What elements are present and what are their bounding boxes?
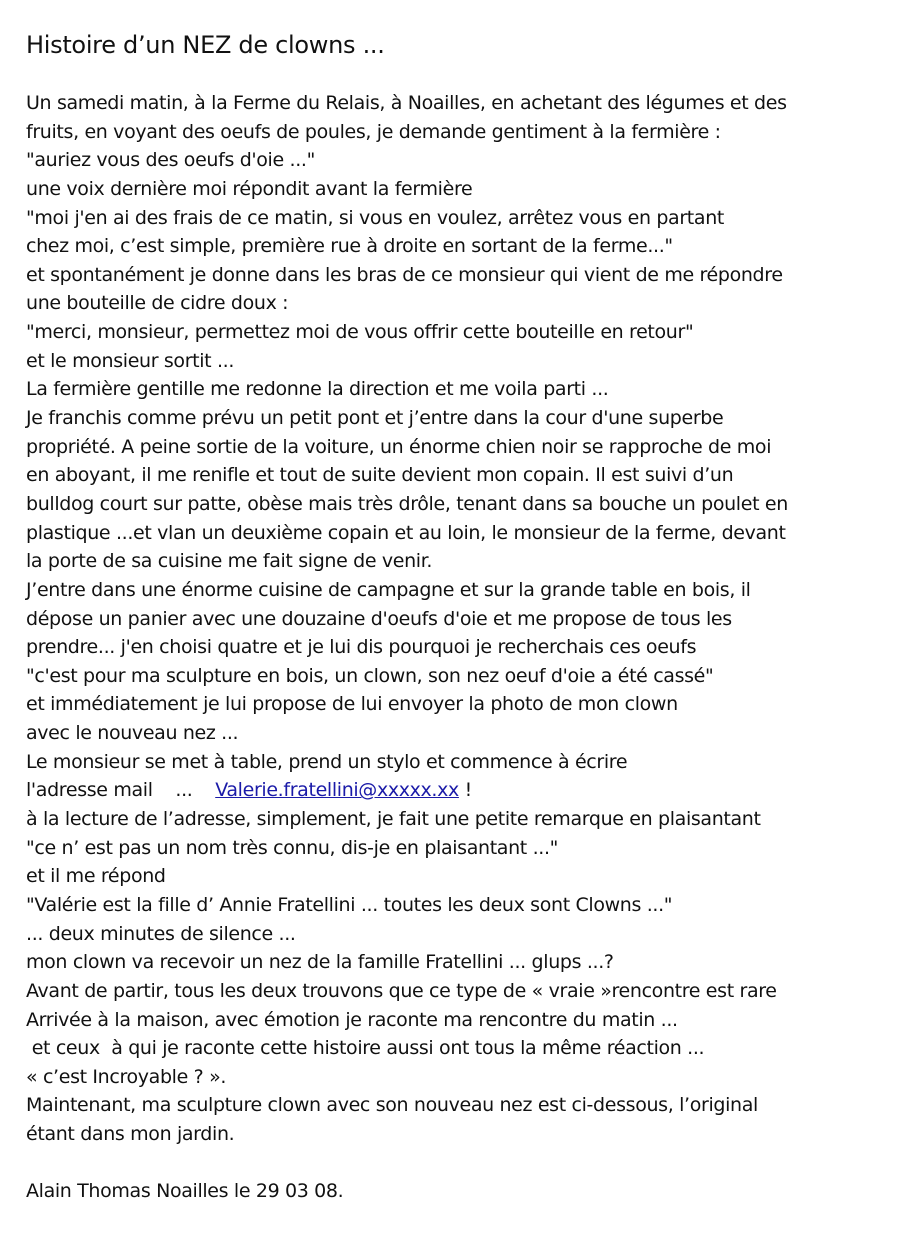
story-line: avec le nouveau nez ...	[26, 722, 239, 745]
story-line: prendre... j'en choisi quatre et je lui dis pourquoi je recherchais ces oeufs	[26, 636, 697, 659]
story-line: et spontanément je donne dans les bras de ce monsieur qui vient de me répondre	[26, 263, 783, 286]
story-line: "auriez vous des oeufs d'oie ..."	[26, 149, 315, 172]
document-title: Histoire d’un NEZ de clowns ...	[26, 31, 385, 59]
signature: Alain Thomas Noailles le 29 03 08.	[26, 1180, 344, 1203]
story-line: une voix dernière moi répondit avant la fermière	[26, 177, 473, 200]
story-line: et il me répond	[26, 865, 166, 888]
story-line: et immédiatement je lui propose de lui envoyer la photo de mon clown	[26, 693, 678, 716]
story-line: à la lecture de l’adresse, simplement, je fait une petite remarque en plaisantant	[26, 808, 761, 831]
story-line: Le monsieur se met à table, prend un stylo et commence à écrire	[26, 750, 628, 773]
story-body	[26, 89, 886, 1206]
email-suffix: !	[458, 779, 472, 802]
story-line: Maintenant, ma sculpture clown avec son nouveau nez est ci-dessous, l’original	[26, 1094, 758, 1117]
story-line: et ceux à qui je raconte cette histoire aussi ont tous la même réaction ...	[26, 1037, 705, 1060]
story-line: "merci, monsieur, permettez moi de vous offrir cette bouteille en retour"	[26, 321, 694, 344]
story-line: ... deux minutes de silence ...	[26, 922, 296, 945]
story-line: la porte de sa cuisine me fait signe de venir.	[26, 550, 433, 573]
story-line: La fermière gentille me redonne la direction et me voila parti ...	[26, 378, 609, 401]
story-line: dépose un panier avec une douzaine d'oeufs d'oie et me propose de tous les	[26, 607, 732, 630]
email-link[interactable]: Valerie.fratellini@xxxxx.xx	[215, 779, 459, 802]
email-prefix: l'adresse mail ...	[26, 779, 216, 802]
story-line: « c’est Incroyable ? ».	[26, 1065, 227, 1088]
story-line: J’entre dans une énorme cuisine de campagne et sur la grande table en bois, il	[26, 578, 751, 601]
story-line: mon clown va recevoir un nez de la famille Fratellini ... glups ...?	[26, 951, 614, 974]
story-line: Un samedi matin, à la Ferme du Relais, à Noailles, en achetant des légumes et des	[26, 92, 787, 114]
paragraph-gap	[26, 1149, 886, 1178]
story-line: fruits, en voyant des oeufs de poules, je demande gentiment à la fermière :	[26, 120, 721, 143]
story-line: Avant de partir, tous les deux trouvons que ce type de « vraie »rencontre est rare	[26, 979, 777, 1002]
story-line: "ce n’ est pas un nom très connu, dis-je en plaisantant ..."	[26, 836, 559, 859]
story-line: plastique ...et vlan un deuxième copain et au loin, le monsieur de la ferme, devant	[26, 521, 786, 544]
story-line: "Valérie est la fille d’ Annie Fratellini ... toutes les deux sont Clowns ..."	[26, 893, 673, 916]
email-line	[26, 776, 886, 805]
story-line: bulldog court sur patte, obèse mais très drôle, tenant dans sa bouche un poulet en	[26, 492, 788, 515]
story-line: "c'est pour ma sculpture en bois, un clown, son nez oeuf d'oie a été cassé"	[26, 664, 714, 687]
story-line: propriété. A peine sortie de la voiture, un énorme chien noir se rapproche de moi	[26, 435, 772, 458]
story-line: étant dans mon jardin.	[26, 1123, 235, 1146]
story-line: en aboyant, il me renifle et tout de suite devient mon copain. Il est suivi d’un	[26, 464, 734, 487]
story-line: une bouteille de cidre doux :	[26, 292, 289, 315]
story-line: et le monsieur sortit ...	[26, 349, 235, 372]
story-line: chez moi, c’est simple, première rue à droite en sortant de la ferme..."	[26, 235, 673, 258]
story-line: Arrivée à la maison, avec émotion je raconte ma rencontre du matin ...	[26, 1008, 678, 1031]
story-line: "moi j'en ai des frais de ce matin, si vous en voulez, arrêtez vous en partant	[26, 206, 724, 229]
story-line: Je franchis comme prévu un petit pont et j’entre dans la cour d'une superbe	[26, 407, 724, 430]
